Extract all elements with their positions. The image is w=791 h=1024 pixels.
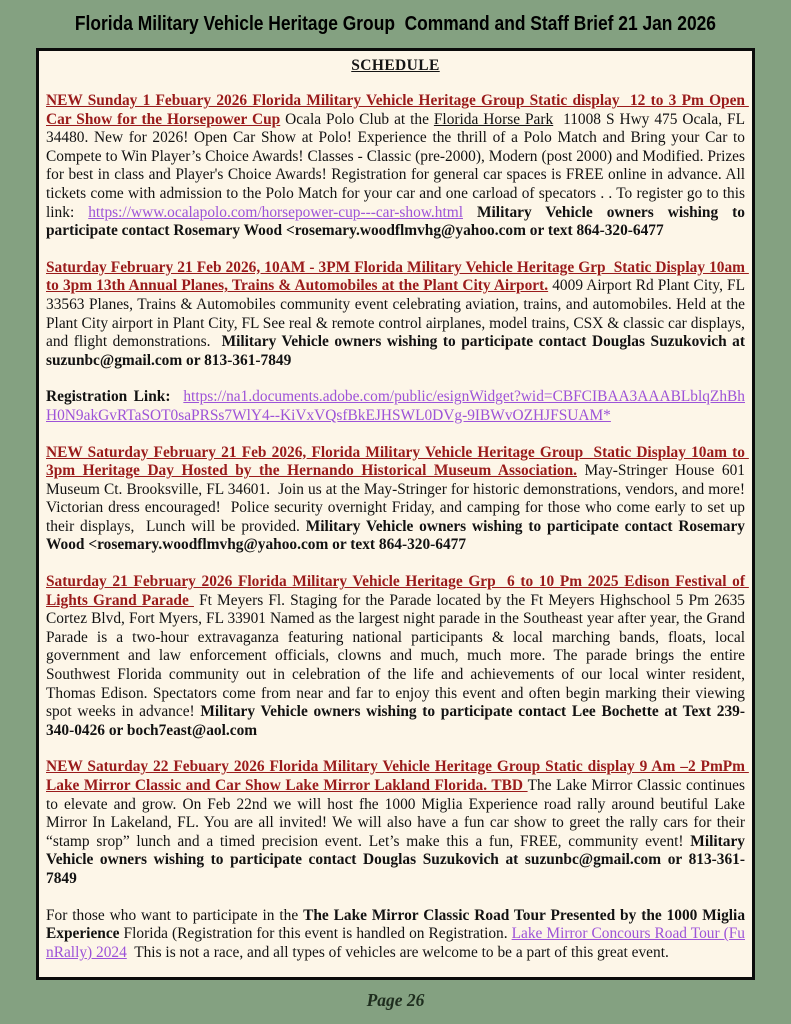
- event-link[interactable]: https://www.ocalapolo.com/horsepower-cup---car-show.html: [88, 203, 463, 221]
- schedule-paragraphs: [46, 92, 749, 962]
- text-segment-body: May-Stringer House 601 Museum Ct. Brooksville, FL 34601. Join us at the May-Stringer for historic demonstrations, vendors, and more! Victorian dress encouraged! Police security overnight Friday, and camping for those who come early to set up their displays, Lunch will be provided.: [46, 462, 749, 535]
- event-edison-festival: [46, 573, 749, 740]
- text-segment-body: Ft Meyers Fl. Staging for the Parade located by the Ft Meyers Highschool 5 Pm 2635 Cortez Blvd, Fort Myers, FL 33901 Named as the largest night parade in the Southeast year after year, the Grand Parade is a two-hour extravaganza featuring national participants & local marching bands, floats, local government and law enforcement officials, clowns and much, much more. The parade brings the entire Southwest Florida community out in celebration of the life and achievements of our local winter resident, Thomas Edison. Spectators come from near and far to enjoy this event and often begin marking their viewing spot weeks in advance!: [46, 591, 749, 721]
- text-segment-bold: Military Vehicle owners wishing to participate contact Rosemary Wood <rosemary.woodflmvhg@yahoo.com or text 864-320-6477: [46, 203, 749, 240]
- text-segment-head: NEW Saturday February 21 Feb 2026, Florida Military Vehicle Heritage Group Static Display 10am to 3pm Heritage Day Hosted by the Hernando Historical Museum Association.: [46, 443, 749, 480]
- text-segment-bold: Military Vehicle owners wishing to participate contact Douglas Suzukovich at suzunbc@gmail.com or 813-361-7849: [46, 832, 749, 887]
- text-segment-body: For those who want to participate in the: [46, 906, 304, 924]
- schedule-heading: SCHEDULE: [351, 57, 440, 74]
- text-segment-bold: The Lake Mirror Classic Road Tour Presented by the 1000 Miglia Experience: [46, 906, 749, 943]
- event-link[interactable]: https://na1.documents.adobe.com/public/esignWidget?wid=CBFCIBAA3AAABLblqZhBhH0N9akGvRTaSOT0saPRSs7WlY4--KiVxVQsfBkEJHSWL0DVg-9IBWvOZHJFSUAM*: [46, 388, 745, 424]
- event-planes-trains-automobiles: [46, 258, 749, 371]
- event-heritage-day: [46, 443, 749, 556]
- text-segment-underline: Florida Horse Park: [433, 110, 554, 128]
- text-segment-body: Florida (Registration for this event is handled on Registration.: [119, 925, 512, 943]
- text-segment-head: NEW Sunday 1 Febuary 2026 Florida Military Vehicle Heritage Group Static display 12 to 3 Pm Open Car Show for the Horsepower Cup: [46, 92, 749, 128]
- text-segment-body: The Lake Mirror Classic continues to elevate and grow. On Feb 22nd we will host fhe 1000 Miglia Experience road rally around beutiful Lake Mirror In Lakeland, FL. You are all invited! We will also have a fun car show to greet the rally cars for their “stamp srop” lunch and a timed precision event. Let’s make this a fun, FREE, community event!: [46, 777, 749, 850]
- page-footer: [0, 989, 791, 1011]
- text-segment-bold: Registration Link:: [46, 388, 184, 406]
- event-link[interactable]: Lake Mirror Concours Road Tour (FunRally) 2024: [46, 925, 745, 961]
- text-segment-body: Ocala Polo Club at the: [280, 110, 434, 128]
- text-segment-body: 11008 S Hwy 475 Ocala, FL 34480. New for 2026! Open Car Show at Polo! Experience the thrill of a Polo Match and Bring your Car to Compete to Win Player’s Choice Awards! Classes - Classic (pre-2000), Modern (post 2000) and Modified. Prizes for best in class and Player's Choice Awards! Registration for general car spaces is FREE online in advance. All tickets come with admission to the Polo Match for your car and one carload of specators . . To register go to this link:: [46, 110, 749, 221]
- text-segment-bold: Military Vehicle owners wishing to participate contact Rosemary Wood <rosemary.woodflmvhg@yahoo.com or text 864-320-6477: [46, 517, 749, 554]
- text-segment-head: Saturday 21 February 2026 Florida Military Vehicle Heritage Grp 6 to 10 Pm 2025 Edison Festival of Lights Grand Parade: [46, 573, 749, 609]
- content-box: [36, 48, 755, 980]
- page-header: [0, 0, 791, 48]
- text-segment-head: NEW Saturday 22 Febuary 2026 Florida Military Vehicle Heritage Group Static display 9 Am –2 PmPm Lake Mirror Classic and Car Show Lake Mirror Lakland Florida. TBD: [46, 758, 749, 794]
- road-tour-note: [46, 906, 749, 963]
- event-polo-car-show: [46, 92, 749, 241]
- text-segment-body: 4009 Airport Rd Plant City, FL 33563 Planes, Trains & Automobiles community event celebrating aviation, trains, and automobiles. Held at the Plant City airport in Plant City, FL See real & remote control airplanes, model trains, CSX & classic car displays, and flight demonstrations.: [46, 277, 749, 351]
- registration-link: [46, 388, 745, 425]
- text-segment-bold: Military Vehicle owners wishing to participate contact Douglas Suzukovich at suzunbc@gmail.com or 813-361-7849: [46, 333, 749, 369]
- text-segment-head: Saturday February 21 Feb 2026, 10AM - 3PM Florida Military Vehicle Heritage Grp Static Display 10am to 3pm 13th Annual Planes, Trains & Automobiles at the Plant City Airport.: [46, 258, 749, 295]
- text-segment-bold: Military Vehicle owners wishing to participate contact Lee Bochette at Text 239-340-0426 or boch7east@aol.com: [46, 703, 746, 739]
- page-title: Florida Military Vehicle Heritage Group Command and Staff Brief 21 Jan 2026: [74, 13, 717, 35]
- event-lake-mirror-classic: [46, 758, 749, 888]
- text-segment-body: This is not a race, and all types of vehicles are welcome to be a part of this great event.: [126, 943, 669, 961]
- page-number: Page 26: [366, 990, 425, 1010]
